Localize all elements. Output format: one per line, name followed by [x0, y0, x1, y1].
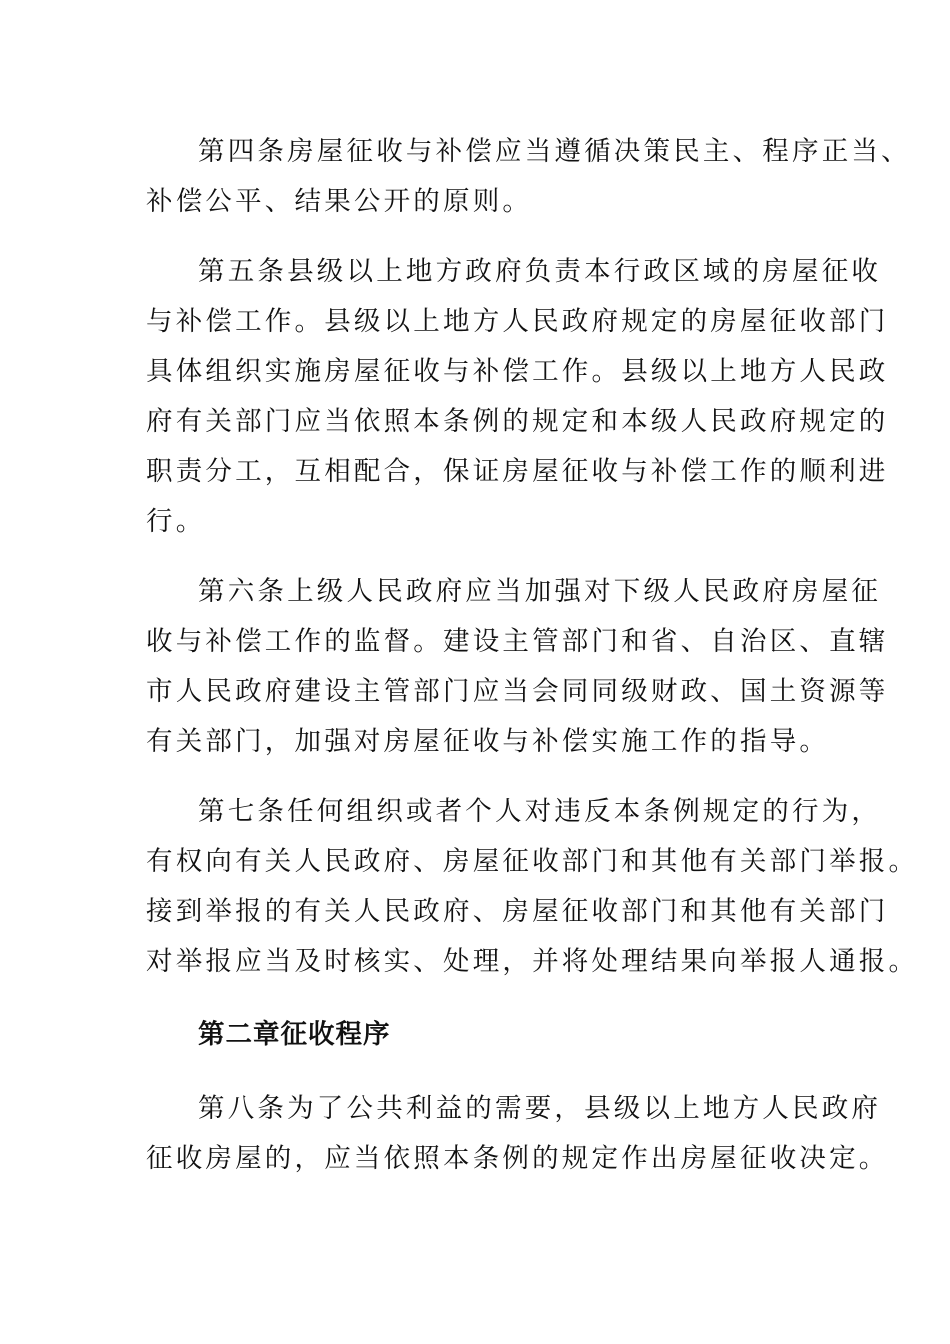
article-8-line-2: 征收房屋的，应当依照本条例的规定作出房屋征收决定。: [146, 1143, 889, 1174]
article-6-line-4: 有关部门，加强对房屋征收与补偿实施工作的指导。: [146, 726, 830, 757]
article-4-line-1: 第四条房屋征收与补偿应当遵循决策民主、程序正当、: [198, 136, 911, 167]
article-5-line-3: 具体组织实施房屋征收与补偿工作。县级以上地方人民政: [146, 356, 889, 387]
article-6-line-1: 第六条上级人民政府应当加强对下级人民政府房屋征: [198, 576, 882, 607]
article-5-line-4: 府有关部门应当依照本条例的规定和本级人民政府规定的: [146, 406, 889, 437]
chapter-2-heading: 第二章征收程序: [198, 1019, 391, 1050]
article-7-line-3: 接到举报的有关人民政府、房屋征收部门和其他有关部门: [146, 896, 889, 927]
article-7-line-2: 有权向有关人民政府、房屋征收部门和其他有关部门举报。: [146, 846, 919, 877]
article-8-line-1: 第八条为了公共利益的需要，县级以上地方人民政府: [198, 1093, 882, 1124]
article-4-line-2: 补偿公平、结果公开的原则。: [146, 186, 533, 217]
article-7-line-4: 对举报应当及时核实、处理，并将处理结果向举报人通报。: [146, 946, 919, 977]
article-5-line-2: 与补偿工作。县级以上地方人民政府规定的房屋征收部门: [146, 306, 889, 337]
article-5-line-1: 第五条县级以上地方政府负责本行政区域的房屋征收: [198, 256, 882, 287]
article-5-line-6: 行。: [146, 506, 206, 537]
article-6-line-2: 收与补偿工作的监督。建设主管部门和省、自治区、直辖: [146, 626, 889, 657]
article-5-line-5: 职责分工，互相配合，保证房屋征收与补偿工作的顺利进: [146, 456, 889, 487]
article-6-line-3: 市人民政府建设主管部门应当会同同级财政、国土资源等: [146, 676, 889, 707]
article-7-line-1: 第七条任何组织或者个人对违反本条例规定的行为，: [198, 796, 882, 827]
